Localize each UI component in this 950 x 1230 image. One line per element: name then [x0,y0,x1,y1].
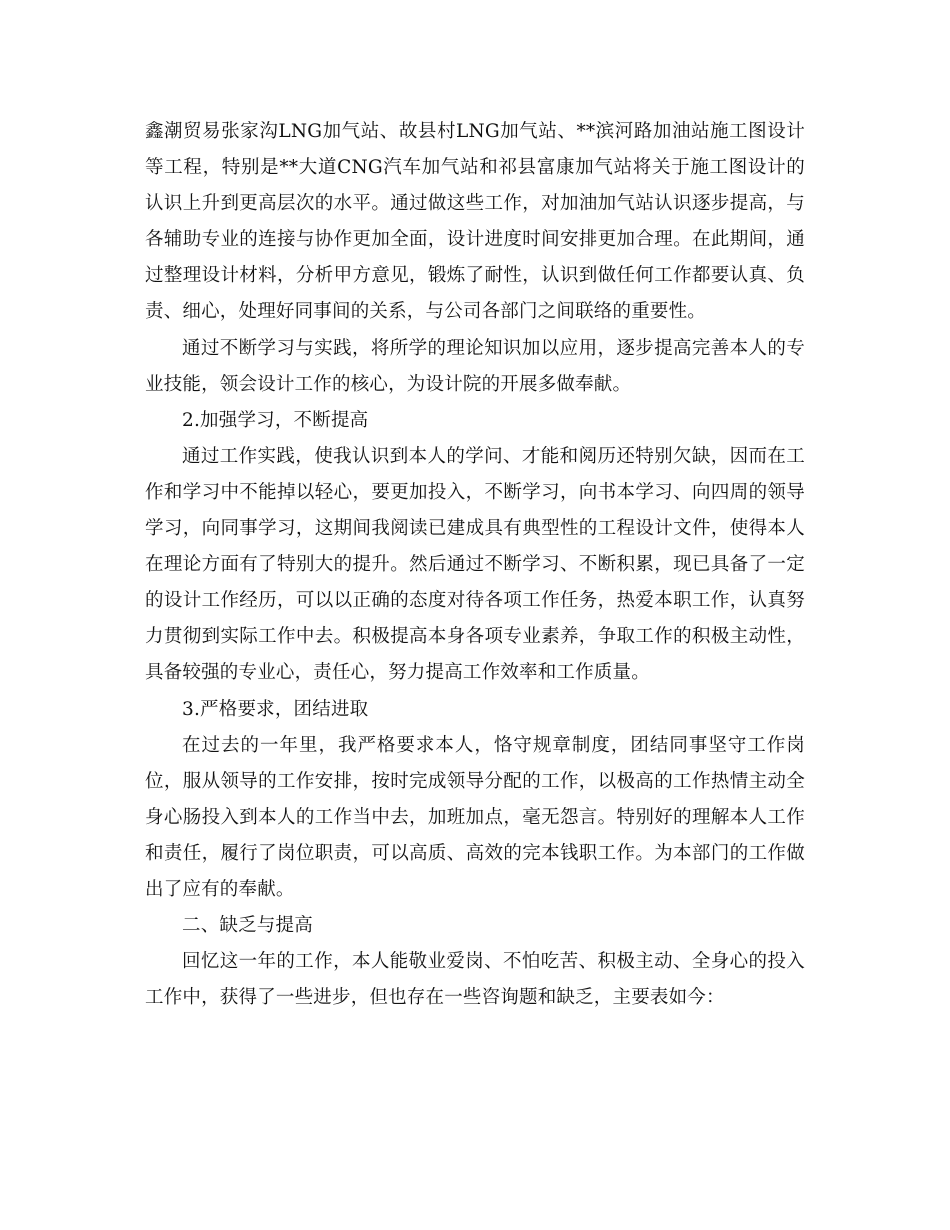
paragraph-gas-station-projects: 鑫潮贸易张家沟LNG加气站、故县村LNG加气站、**滨河路加油站施工图设计等工程，特别是**大道CNG汽车加气站和祁县富康加气站将关于施工图设计的认识上升到更高层次的水平。通过做这些工作，对加油加气站认识逐步提高，与各辅助专业的连接与协作更加全面，设计进度时间安排更加合理。在此期间，通过整理设计材料，分析甲方意见，锻炼了耐性，认识到做任何工作都要认真、负责、细心，处理好同事间的关系，与公司各部门之间联络的重要性。 [145,121,805,323]
paragraph-learning-practice: 通过不断学习与实践，将所学的理论知识加以应用，逐步提高完善本人的专业技能，领会设计工作的核心，为设计院的开展多做奉献。 [145,337,805,395]
paragraph-review: 回忆这一年的工作，本人能敬业爱岗、不怕吃苦、积极主动、全身心的投入工作中，获得了一些进步，但也存在一些咨询题和缺乏，主要表如今： [145,951,805,1009]
paragraph-work-practice: 通过工作实践，使我认识到本人的学问、才能和阅历还特别欠缺，因而在工作和学习中不能掉以轻心，要更加投入，不断学习，向书本学习、向四周的领导学习，向同事学习，这期间我阅读已建成具有典型性的工程设计文件，使得本人在理论方面有了特别大的提升。然后通过不断学习、不断积累，现已具备了一定的设计工作经历，可以以正确的态度对待各项工作任务，热爱本职工作，认真努力贯彻到实际工作中去。积极提高本身各项专业素养，争取工作的积极主动性，具备较强的专业心，责任心，努力提高工作效率和工作质量。 [145,445,805,684]
section-heading-strengthen-learning: 2.加强学习，不断提高 [182,409,369,431]
paragraph-past-year: 在过去的一年里，我严格要求本人，恪守规章制度，团结同事坚守工作岗位，服从领导的工作安排，按时完成领导分配的工作，以极高的工作热情主动全身心肠投入到本人的工作当中去，加班加点，毫无怨言。特别好的理解本人工作和责任，履行了岗位职责，可以高质、高效的完本钱职工作。为本部门的工作做出了应有的奉献。 [145,734,805,900]
section-heading-strict-requirements: 3.严格要求，团结进取 [182,698,369,720]
section-heading-shortcomings: 二、缺乏与提高 [182,915,313,937]
document-body [145,114,805,1016]
